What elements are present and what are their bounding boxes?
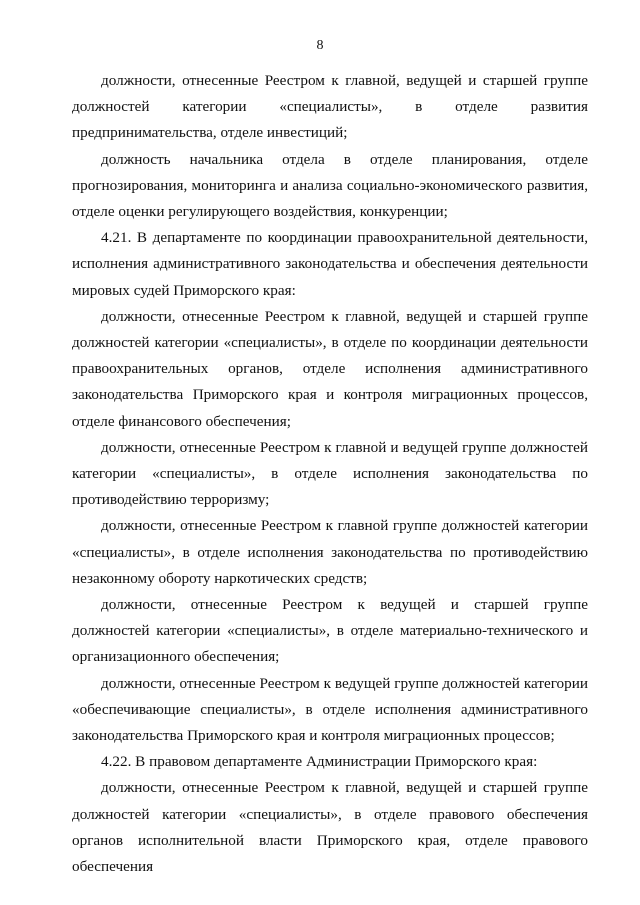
paragraph-3-section-4-21: 4.21. В департаменте по координации правоохранительной деятельности, исполнения административного законодательства и обеспечения деятельности мировых судей Приморского края: — [72, 229, 588, 299]
paragraph-7: должности, отнесенные Реестром к ведущей и старшей группе должностей категории «специалисты», в отделе материально-технического и организационного обеспечения; — [72, 596, 588, 666]
paragraph-1: должности, отнесенные Реестром к главной, ведущей и старшей группе должностей категории «специалисты», в отделе развития предпринимательства, отделе инвестиций; — [72, 72, 588, 142]
paragraph-5: должности, отнесенные Реестром к главной и ведущей группе должностей категории «специалисты», в отделе исполнения законодательства по противодействию терроризму; — [72, 438, 588, 509]
paragraph-2: должность начальника отдела в отделе планирования, отделе прогнозирования, мониторинга и анализа социально-экономического развития, отделе оценки регулирующего воздействия, конкуренции; — [72, 150, 588, 221]
paragraph-6: должности, отнесенные Реестром к главной группе должностей категории «специалисты», в отделе исполнения законодательства по противодействию незаконному обороту наркотических средств; — [72, 517, 588, 587]
paragraph-4: должности, отнесенные Реестром к главной, ведущей и старшей группе должностей категории «специалисты», в отделе по координации деятельности правоохранительных органов, отделе исполнения административного законодательства Приморского края и контроля миграционных процессов, отделе финансового обеспечения; — [72, 307, 588, 430]
document-body — [72, 68, 588, 880]
paragraph-9-section-4-22: 4.22. В правовом департаменте Администрации Приморского края: — [101, 753, 538, 771]
paragraph-10: должности, отнесенные Реестром к главной, ведущей и старшей группе должностей категории «специалисты», в отделе правового обеспечения органов исполнительной власти Приморского края, отделе правового обеспечения — [72, 779, 588, 876]
paragraph-8: должности, отнесенные Реестром к ведущей группе должностей категории «обеспечивающие специалисты», в отделе исполнения административного законодательства Приморского края и контроля миграционных процессов; — [72, 674, 588, 745]
page-number: 8 — [316, 38, 324, 53]
